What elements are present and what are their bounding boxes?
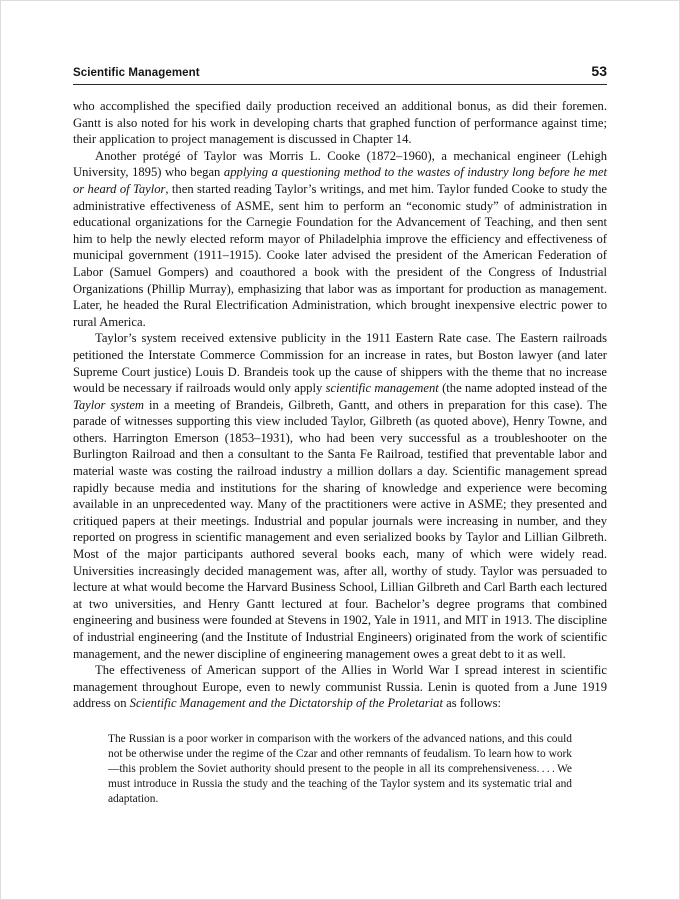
text-run: Taylor’s system received extensive publicity in the 1911 Eastern Rate case. The Eastern railroads petitioned the Interstate Commerce Commission for an increase in rates, but Boston lawyer (and later Supreme Court justice) Louis D. Brandeis took up the cause of shippers with the theme that no increase would be necessary if railroads would only apply [73, 331, 607, 396]
text-run: , then started reading Taylor’s writings, and met him. Taylor funded Cooke to study the administrative effectiveness of ASME, sent him to perform an “economic study” of administration in educational organizations for the Carnegie Foundation for the Advancement of Teaching, and then sent him to help the newly elected reform mayor of Philadelphia improve the efficiency and effectiveness of municipal government (1911–1915). Cooke later advised the president of the American Federation of Labor (Samuel Gompers) and coauthored a book with the president of the Congress of Industrial Organizations (Phillip Murray), emphasizing that labor was as important for production as management. Later, he headed the Rural Electrification Administration, which brought inexpensive electric power to rural America. [73, 181, 607, 329]
italic-run: applying a questioning method to the wastes of industry long before he met or heard of Taylor [73, 165, 607, 196]
italic-run: Scientific Management and the Dictatorship of the Proletariat [129, 696, 443, 711]
paragraph [73, 98, 607, 148]
header-rule [73, 84, 607, 85]
paragraph [73, 330, 607, 662]
text-run: as follows: [442, 696, 502, 711]
text-run: The Russian is a poor worker in comparison with the workers of the advanced nations, and this could not be otherwise under the regime of the Czar and other remnants of feudalism. To learn how to work—this problem the Soviet authority should present to the people in all its comprehensiveness. . . . We must introduce in Russia the study and the teaching of the Taylor system and its systematic trial and adaptation. [108, 732, 572, 805]
paragraph [73, 662, 607, 712]
text-run: Another protégé of Taylor was Morris L. Cooke (1872–1960), a mechanical engineer (Lehigh University, 1895) who began [73, 148, 607, 180]
block-quote [108, 732, 572, 807]
page-header [73, 63, 607, 84]
running-header-title: Scientific Management [73, 67, 200, 79]
paragraph [73, 148, 607, 331]
text-run: (the name adopted instead of the [438, 381, 608, 396]
page-number: 53 [591, 63, 607, 79]
text-run: in a meeting of Brandeis, Gilbreth, Gantt, and others in preparation for this case). The parade of witnesses supporting this view included Taylor, Gilbreth (as quoted above), Henry Towne, and others. Harrington Emerson (1853–1931), who had been very successful as a troubleshooter on the Burlington Railroad and then a consultant to the Santa Fe Railroad, testified that preventable labor and material waste was costing the railroad industry a million dollars a day. Scientific management spread rapidly because media and institutions for the sharing of knowledge and experience were becoming available in an unprecedented way. Many of the practitioners were active in ASME; they presented and critiqued papers at their meetings. Industrial and popular journals were increasing in number, and they reported on progress in scientific management and even serialized books by Taylor and Lillian Gilbreth. Most of the major participants authored several books each, many of which were widely read. Universities increasingly decided management was, after all, worthy of study. Taylor was persuaded to lecture at what would become the Harvard Business School, Lillian Gilbreth and Carl Barth each lectured at two universities, and Henry Gantt lectured at four. Bachelor’s degree programs that combined engineering and business were founded at Stevens in 1902, Yale in 1911, and MIT in 1913. The discipline of industrial engineering (and the Institute of Industrial Engineers) originated from the work of scientific management, and the newer discipline of engineering management owes a great debt to it as well. [73, 397, 607, 661]
body-text [73, 98, 607, 807]
text-run: The effectiveness of American support of the Allies in World War I spread interest in scientific management throughout Europe, even to newly communist Russia. Lenin is quoted from a June 1919 address on [73, 663, 607, 711]
italic-run: scientific management [325, 381, 439, 396]
italic-run: Taylor system [73, 397, 145, 412]
text-run: who accomplished the specified daily production received an additional bonus, as did their foremen. Gantt is also noted for his work in developing charts that graphed function of performance against time; their application to project management is discussed in Chapter 14. [73, 99, 607, 147]
